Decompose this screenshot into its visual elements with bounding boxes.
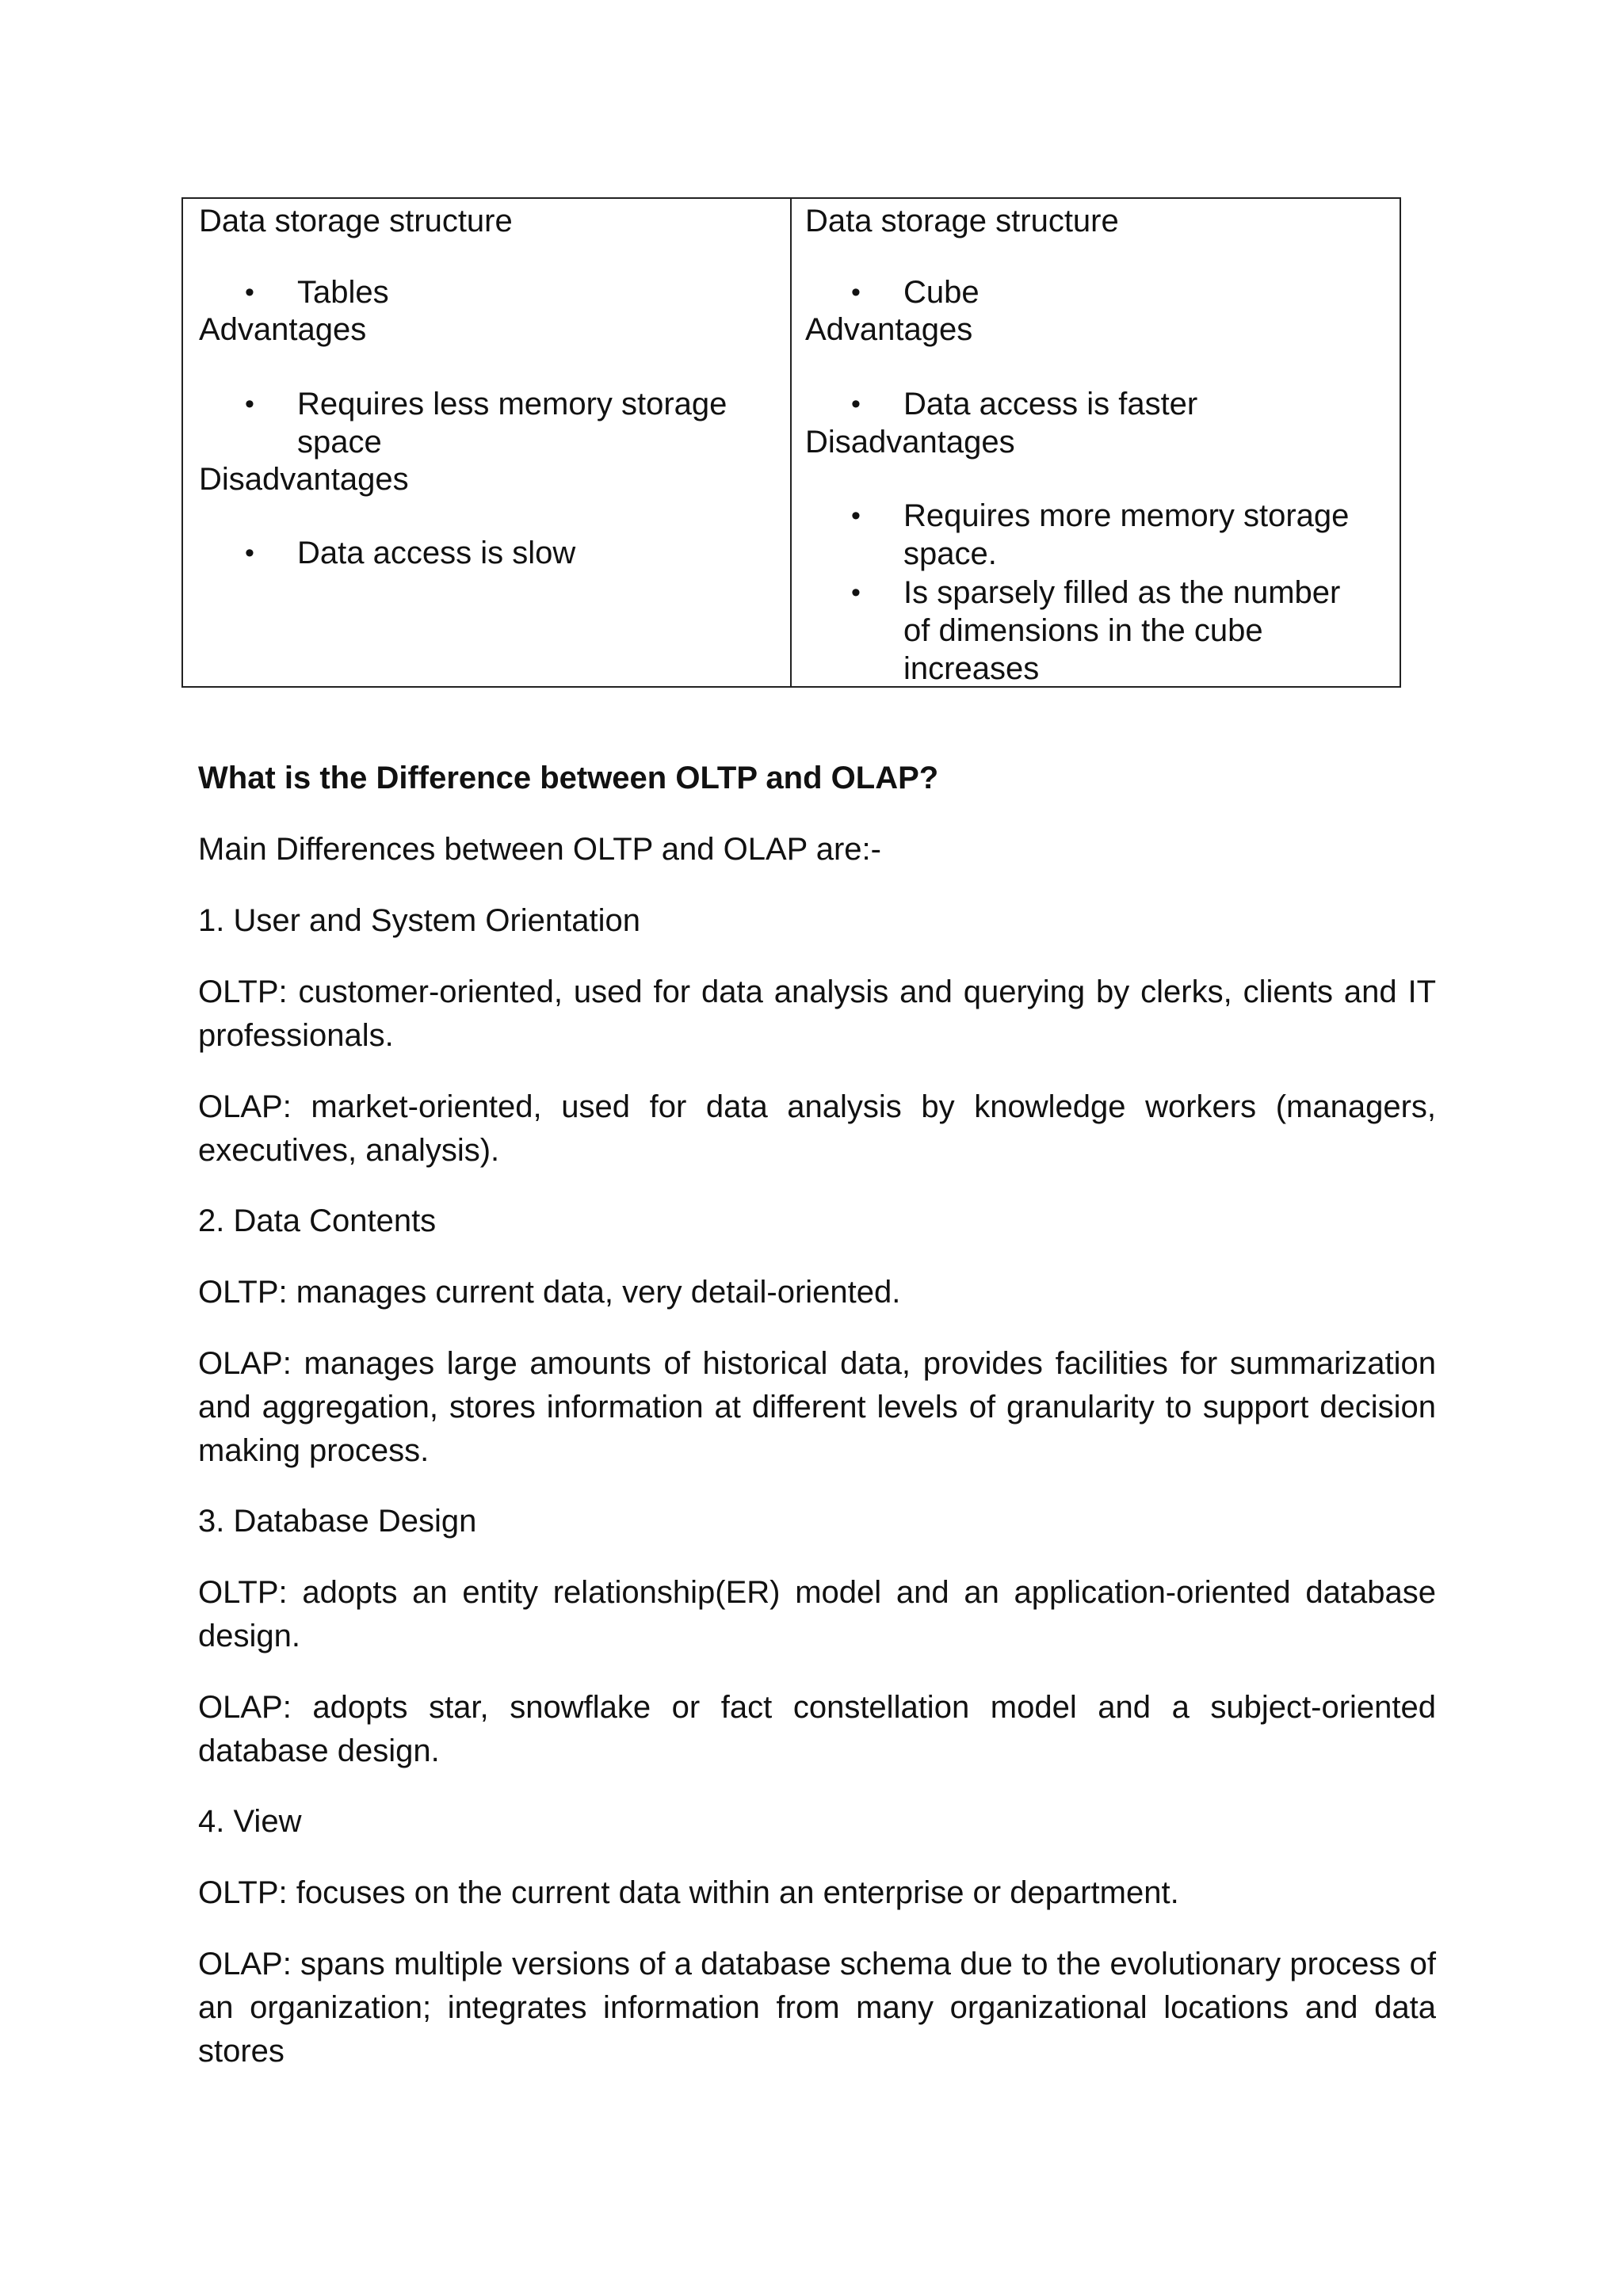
disadvantage-item-left: • Data access is slow bbox=[297, 534, 575, 572]
intro-paragraph: Main Differences between OLTP and OLAP are:- bbox=[198, 832, 881, 867]
section-4-title: 4. View bbox=[198, 1804, 302, 1839]
section-3-title: 3. Database Design bbox=[198, 1504, 477, 1539]
disadvantage-item-right-1: • Requires more memory storage bbox=[903, 497, 1349, 535]
section-2-title: 2. Data Contents bbox=[198, 1203, 437, 1238]
disadvantage-item-right-1-cont: space. bbox=[903, 536, 997, 571]
section-1-title: 1. User and System Orientation bbox=[198, 903, 641, 938]
advantage-item-left-cont: space bbox=[297, 425, 382, 460]
section-4-olap: OLAP: spans multiple versions of a database schema due to the evolutionary process of an organization; integrates information from many organizational locations and data stores bbox=[198, 1947, 1436, 2069]
section-heading: What is the Difference between OLTP and OLAP? bbox=[198, 761, 939, 795]
section-4-oltp: OLTP: focuses on the current data within an enterprise or department. bbox=[198, 1875, 1179, 1910]
storage-heading-right: Data storage structure bbox=[805, 204, 1119, 238]
advantages-heading-left: Advantages bbox=[199, 312, 367, 347]
storage-item-left: • Tables bbox=[297, 273, 389, 311]
section-1-olap: OLAP: market-oriented, used for data analysis by knowledge workers (managers, executives, analysis). bbox=[198, 1089, 1436, 1168]
section-3-olap: OLAP: adopts star, snowflake or fact constellation model and a subject-oriented database design. bbox=[198, 1690, 1436, 1768]
storage-heading-left: Data storage structure bbox=[199, 204, 513, 238]
advantage-item-right: • Data access is faster bbox=[903, 385, 1197, 423]
disadvantage-item-right-2-cont: of dimensions in the cube bbox=[903, 613, 1263, 648]
table-cell-right bbox=[791, 198, 1400, 687]
section-2-olap: OLAP: manages large amounts of historical data, provides facilities for summarization and aggregation, stores information at different levels of granularity to support decision making process. bbox=[198, 1346, 1436, 1468]
storage-item-right: • Cube bbox=[903, 273, 980, 311]
comparison-table bbox=[181, 197, 1401, 688]
disadvantage-item-right-2: • Is sparsely filled as the number bbox=[903, 574, 1340, 612]
section-1-oltp: OLTP: customer-oriented, used for data analysis and querying by clerks, clients and IT professionals. bbox=[198, 974, 1436, 1053]
section-2-oltp: OLTP: manages current data, very detail-oriented. bbox=[198, 1275, 901, 1310]
disadvantages-heading-left: Disadvantages bbox=[199, 462, 409, 497]
advantage-item-left: • Requires less memory storage bbox=[297, 385, 727, 423]
advantages-heading-right: Advantages bbox=[805, 312, 973, 347]
section-3-oltp: OLTP: adopts an entity relationship(ER) model and an application-oriented database design. bbox=[198, 1575, 1436, 1653]
table-cell-left bbox=[182, 198, 791, 687]
disadvantage-item-right-2-cont2: increases bbox=[903, 651, 1040, 686]
table-row bbox=[182, 198, 1400, 687]
disadvantages-heading-right: Disadvantages bbox=[805, 425, 1015, 460]
